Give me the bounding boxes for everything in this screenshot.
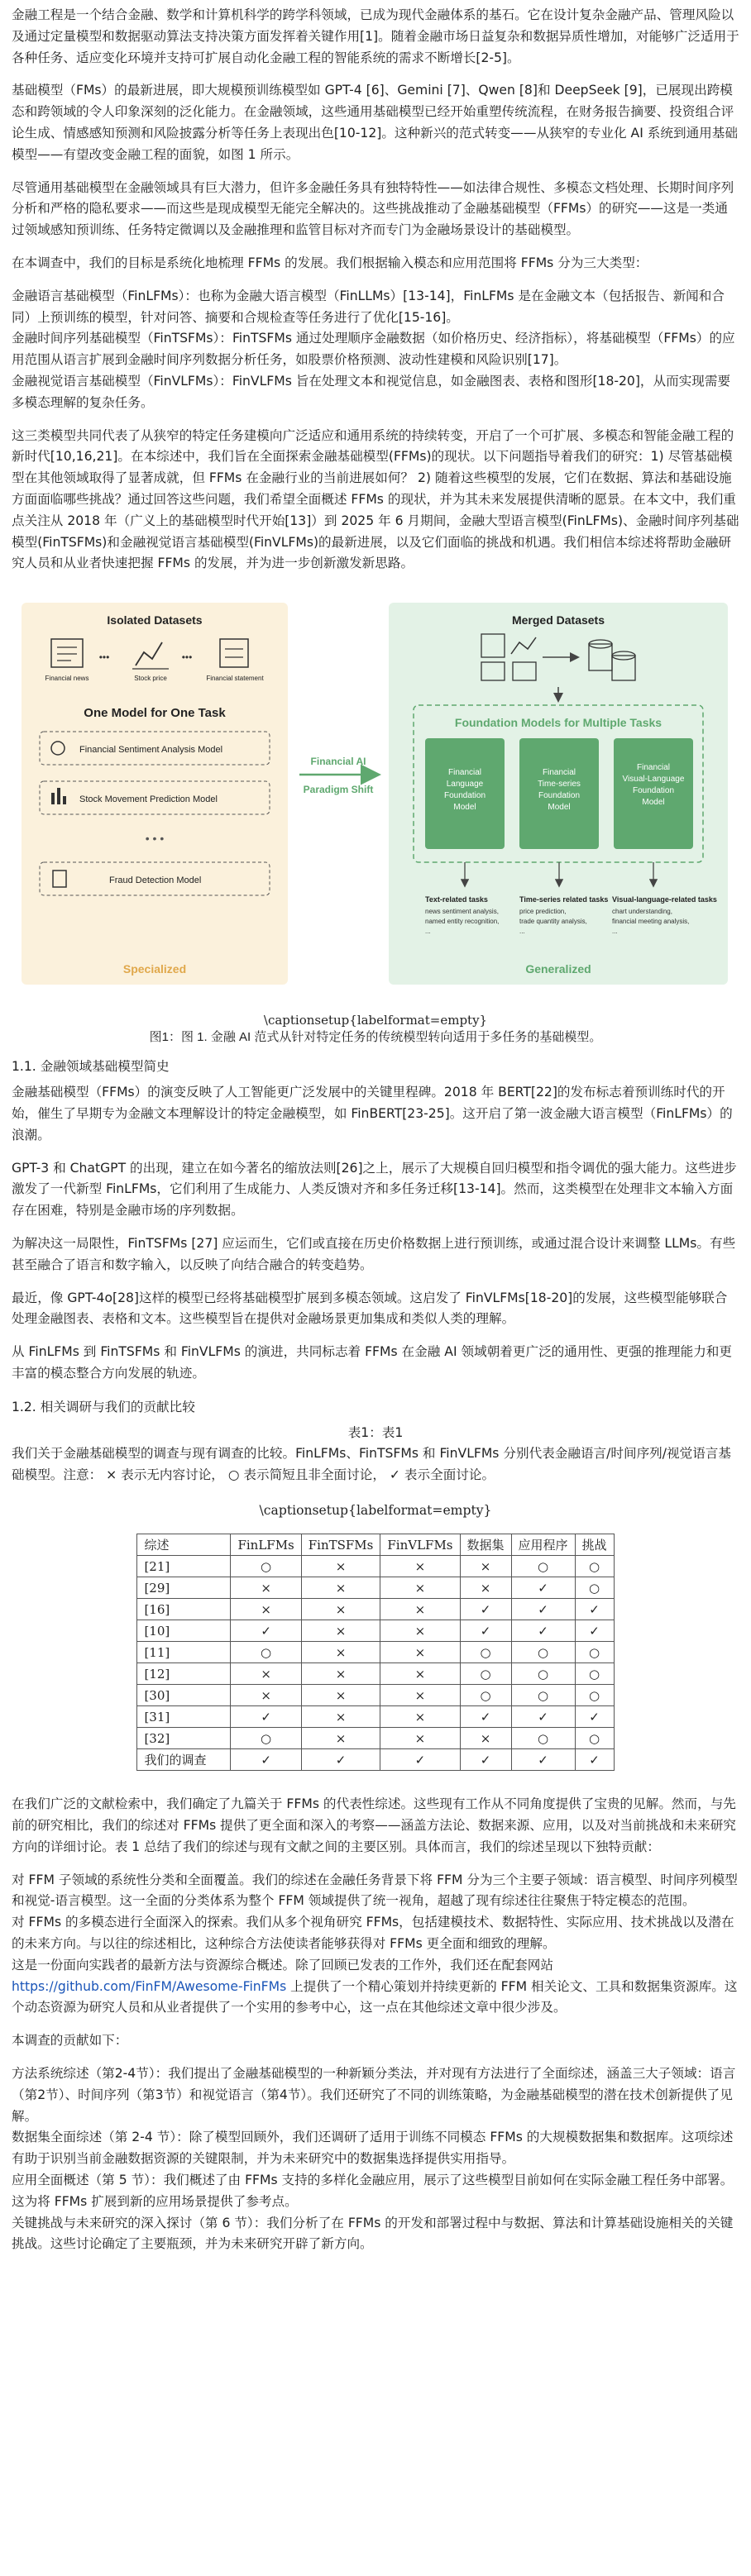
- svg-text:chart understanding,: chart understanding,: [612, 908, 672, 916]
- contribution-list-item: 数据集全面综述（第 2-4 节）：除了模型回顾外，我们还调研了适用于训练不同模态 FFMs 的大规模数据集和数据库。这项综述有助于识别当前金融数据资源的关键限制，并为未来研究中的数据集选择提供实用指导。: [12, 2130, 734, 2167]
- table-cell-mark: ○: [511, 1728, 575, 1749]
- captionsetup-text: \captionsetup{labelformat=empty}: [263, 1013, 488, 1028]
- left-item-label: Financial news: [45, 675, 89, 683]
- table-header-row: [137, 1534, 614, 1556]
- resource-text: 这是一份面向实践者的最新方法与资源综合概述。除了回顾已发表的工作外，我们还在配套网站: [12, 1957, 553, 1973]
- section-heading: 1.1. 金融领域基础模型简史: [12, 1059, 170, 1075]
- table-row: [137, 1685, 614, 1706]
- svg-text:• • •: • • •: [145, 832, 165, 846]
- contribution-list-item: 方法系统综述（第2-4节）：我们提出了金融基础模型的一种新颖分类法，并对现有方法进行了全面综述，涵盖三大子领域：语言（第2节）、时间序列（第3节）和视觉语言（第4节）。我们还研究了不同的训练策略，为金融基础模型的潜在技术创新提供了见解。: [12, 2066, 736, 2124]
- table-cell-mark: ×: [380, 1620, 460, 1642]
- table-cell-mark: ✓: [231, 1749, 301, 1771]
- history-paragraph: 从 FinLFMs 到 FinTSFMs 和 FinVLFMs 的演进，共同标志着 FFMs 在金融 AI 领域朝着更广泛的通用性、更强的推理能力和更丰富的模态整合方向发展的轨迹。: [12, 1344, 732, 1381]
- table-cell-mark: ×: [301, 1685, 380, 1706]
- table-cell-mark: ×: [380, 1556, 460, 1577]
- table-cell-mark: ✓: [460, 1599, 511, 1620]
- table-cell-survey: [21]: [137, 1556, 231, 1577]
- table-cell-mark: ×: [380, 1642, 460, 1663]
- svg-text:Visual-Language: Visual-Language: [622, 775, 685, 785]
- task-title: Time-series related tasks: [519, 895, 609, 904]
- generalized-label: Generalized: [525, 962, 591, 976]
- table-cell-mark: ×: [231, 1685, 301, 1706]
- svg-text:Foundation: Foundation: [538, 791, 581, 801]
- table-header: FinLFMs: [231, 1534, 301, 1556]
- table-row: [137, 1642, 614, 1663]
- table-cell-survey: [11]: [137, 1642, 231, 1663]
- table-cell-mark: ✓: [511, 1577, 575, 1599]
- table-cell-mark: ×: [301, 1642, 380, 1663]
- table-cell-mark: ×: [380, 1663, 460, 1685]
- table-cell-mark: ○: [511, 1556, 575, 1577]
- contribution-list-item: 关键挑战与未来研究的深入探讨（第 6 节）：我们分析了在 FFMs 的开发和部署过程中与数据、算法和计算基础设施相关的关键挑战。这些讨论确定了主要瓶颈，并为未来研究开辟了新方向。: [12, 2215, 734, 2252]
- contribution-heading: 本调查的贡献如下：: [12, 2033, 128, 2049]
- table-cell-mark: ✓: [460, 1706, 511, 1728]
- svg-text:Language: Language: [446, 780, 484, 789]
- table-cell-mark: ×: [460, 1577, 511, 1599]
- type-item: 金融时间序列基础模型（FinTSFMs）：FinTSFMs 通过处理顺序金融数据（如价格历史、经济指标），将基础模型（FFMs）的应用范围从语言扩展到金融时间序列数据分析任务，如股票价格预测、波动性建模和风险识别[17]。: [12, 331, 735, 368]
- svg-text:financial meeting analysis,: financial meeting analysis,: [612, 918, 690, 926]
- contribution-list-item: 应用全面概述（第 5 节）：我们概述了由 FFMs 支持的多样化金融应用，展示了这些模型目前如何在实际金融工程任务中部署。这为将 FFMs 扩展到新的应用场景提供了参考点。: [12, 2173, 734, 2209]
- captionsetup-text: \captionsetup{labelformat=empty}: [259, 1502, 492, 1518]
- intro-paragraph: 基础模型（FMs）的最新进展，即大规模预训练模型如 GPT-4 [6]、Gemini [7]、Qwen [8]和 DeepSeek [9]，已展现出跨模态和跨领域的令人印象深刻的泛化能力。在金融领域，这些通用基础模型已经开始重塑传统流程，在财务报告摘要、投资组合评论生成、情感感知预测和风险披露分析等任务上表现出色[10-12]。这种新兴的范式转变——从狭窄的专业化 AI 系统到通用基础模型——有望改变金融工程的面貌，如图 1 所示。: [12, 83, 738, 162]
- table-cell-survey: [32]: [137, 1728, 231, 1749]
- table-cell-mark: ✓: [231, 1706, 301, 1728]
- table-cell-mark: ○: [231, 1728, 301, 1749]
- table-cell-mark: ×: [301, 1663, 380, 1685]
- svg-text:...: ...: [425, 928, 431, 936]
- table-cell-mark: ×: [380, 1728, 460, 1749]
- table-caption: 表1：表1: [347, 1424, 404, 1440]
- isolated-datasets-title: Isolated Datasets: [107, 613, 203, 627]
- svg-text:Financial: Financial: [636, 763, 671, 773]
- history-paragraph: 金融基础模型（FFMs）的演变反映了人工智能更广泛发展中的关键里程碑。2018 年 BERT[22]的发布标志着预训练时代的开始，催生了早期专为金融文本理解设计的特定金融模型，如 FinBERT[23-25]。这开启了第一波金融大语言模型（FinLFMs）的浪潮。: [12, 1085, 733, 1143]
- table-header: FinTSFMs: [301, 1534, 380, 1556]
- table-description: 我们关于金融基础模型的调查与现有调查的比较。FinLFMs、FinTSFMs 和 FinVLFMs 分别代表金融语言/时间序列/视觉语言基础模型。注意： × 表示无内容讨论， ○ 表示简短且非全面讨论， ✓ 表示全面讨论。: [12, 1446, 731, 1483]
- table-row: [137, 1728, 614, 1749]
- table-cell-mark: ○: [511, 1685, 575, 1706]
- type-item: 金融视觉语言基础模型（FinVLFMs）：FinVLFMs 旨在处理文本和视觉信息，如金融图表、表格和图形[18-20]，从而实现需要多模态理解的复杂任务。: [12, 373, 731, 410]
- table-cell-survey: [30]: [137, 1685, 231, 1706]
- table-header: 数据集: [460, 1534, 511, 1556]
- table-cell-mark: ✓: [575, 1749, 614, 1771]
- svg-text:Financial: Financial: [447, 768, 482, 778]
- table-cell-mark: ○: [460, 1685, 511, 1706]
- table-row: [137, 1706, 614, 1728]
- table-cell-survey: [10]: [137, 1620, 231, 1642]
- table-cell-mark: ×: [301, 1728, 380, 1749]
- table-cell-mark: ✓: [301, 1749, 380, 1771]
- comparison-table: [136, 1534, 614, 1771]
- table-cell-mark: ✓: [575, 1599, 614, 1620]
- table-row: [137, 1577, 614, 1599]
- contribution-item: [12, 1955, 739, 2019]
- table-cell-mark: ✓: [575, 1620, 614, 1642]
- figure-1: [12, 584, 739, 1044]
- table-cell-mark: ×: [380, 1685, 460, 1706]
- merged-datasets-title: Merged Datasets: [511, 613, 605, 627]
- table-row: [137, 1620, 614, 1642]
- table-cell-mark: ✓: [460, 1749, 511, 1771]
- shift-label-1: Financial AI: [310, 756, 366, 768]
- github-link[interactable]: https://github.com/FinFM/Awesome-FinFMs: [12, 1978, 287, 1994]
- table-cell-survey: [12]: [137, 1663, 231, 1685]
- history-paragraph: 最近，像 GPT-4o[28]这样的模型已经将基础模型扩展到多模态领域。这启发了 FinVLFMs[18-20]的发展，这些模型能够联合处理金融图表、表格和文本。这些模型旨在提供对金融场景更加集成和类似人类的理解。: [12, 1290, 728, 1327]
- table-cell-mark: ×: [380, 1599, 460, 1620]
- table-cell-mark: ×: [301, 1556, 380, 1577]
- table-cell-mark: ×: [460, 1728, 511, 1749]
- table-row: [137, 1556, 614, 1577]
- model-label: Stock Movement Prediction Model: [79, 794, 218, 805]
- shift-label-2: Paradigm Shift: [303, 784, 374, 796]
- left-item-label: Stock price: [134, 675, 167, 683]
- history-paragraph: 为解决这一局限性，FinTSFMs [27] 应运而生，它们或直接在历史价格数据上进行预训练，或通过混合设计来调整 LLMs。有些甚至融合了语言和数字输入，以反映了向结合融合的转变趋势。: [12, 1235, 736, 1272]
- table-cell-mark: ×: [231, 1663, 301, 1685]
- table-cell-mark: ×: [301, 1599, 380, 1620]
- table-cell-mark: ✓: [231, 1620, 301, 1642]
- table-cell-mark: ○: [575, 1556, 614, 1577]
- table-header: FinVLFMs: [380, 1534, 460, 1556]
- table-cell-mark: ✓: [380, 1749, 460, 1771]
- svg-text:Model: Model: [642, 798, 665, 808]
- table-cell-mark: ○: [460, 1663, 511, 1685]
- task-title: Text-related tasks: [425, 895, 488, 904]
- svg-text:Model: Model: [453, 803, 476, 813]
- table-cell-mark: ×: [301, 1577, 380, 1599]
- intro-paragraph: 尽管通用基础模型在金融领域具有巨大潜力，但许多金融任务具有独特特性——如法律合规性、多模态文档处理、长期时间序列分析和严格的隐私要求——而这些是现成模型无能完全解决的。这些挑战推动了金融基础模型（FFMs）的研究——这是一类通过领域感知预训练、任务特定微调以及金融推理和监管目标对齐而专门为金融场景设计的基础模型。: [12, 179, 734, 238]
- contribution-item: 对 FFMs 的多模态进行全面深入的探索。我们从多个视角研究 FFMs，包括建模技术、数据特性、实际应用、技术挑战以及潜在的未来方向。与以往的综述相比，这种综合方法使读者能够获得对 FFMs 更全面和细致的理解。: [12, 1915, 734, 1952]
- document-page: [12, 5, 739, 2255]
- table-cell-mark: ○: [575, 1728, 614, 1749]
- figure-caption: 图1：图 1. 金融 AI 范式从针对特定任务的传统模型转向适用于多任务的基础模型。: [149, 1030, 602, 1045]
- table-cell-mark: ○: [511, 1663, 575, 1685]
- table-header: 挑战: [575, 1534, 614, 1556]
- table-cell-mark: ×: [301, 1620, 380, 1642]
- table-cell-mark: ×: [301, 1706, 380, 1728]
- table-cell-mark: ○: [511, 1642, 575, 1663]
- svg-text:Foundation: Foundation: [443, 791, 486, 801]
- table-cell-mark: ×: [231, 1599, 301, 1620]
- table-cell-mark: ○: [575, 1642, 614, 1663]
- table-cell-mark: ×: [460, 1556, 511, 1577]
- task-title: Visual-language-related tasks: [612, 895, 717, 904]
- survey-paragraph: 在我们广泛的文献检索中，我们确定了九篇关于 FFMs 的代表性综述。这些现有工作从不同角度提供了宝贵的见解。然而，与先前的研究相比，我们的综述对 FFMs 提供了更全面和深入的考察——涵盖方法论、数据来源、应用，以及对当前挑战和未来研究方向的详细讨论。表 1 总结了我们的综述与现有文献之间的主要区别。具体而言，我们的综述呈现以下独特贡献：: [12, 1796, 736, 1854]
- survey-scope-paragraph: 这三类模型共同代表了从狭窄的特定任务建模向广泛适应和通用系统的持续转变，开启了一个可扩展、多模态和智能金融工程的新时代[10,16,21]。在本综述中，我们旨在全面探索金融基础模型(FFMs)的现状。以下问题指导着我们的研究：1) 尽管基础模型在其他领域取得了显著成就，但 FFMs 在金融行业的当前进展如何？ 2) 随着这些模型的发展，它们在数据、算法和基础设施方面面临哪些挑战？通过回答这些问题，我们希望全面概述 FFMs 的现状，并为其未来发展提供清晰的愿景。在本文中，我们重点关注从 2018 年（广义上的基础模型时代开始[13]）到 2025 年 6 月期间，金融大型语言模型(FinLFMs)、金融时间序列基础模型(FinTSFMs)和金融视觉语言基础模型(FinVLFMs)的最新进展，以及它们面临的挑战和机遇。我们相信本综述将帮助金融研究人员和从业者快速把握 FFMs 的发展，并为进一步创新激发新思路。: [12, 427, 739, 571]
- table-cell-mark: ○: [575, 1577, 614, 1599]
- svg-text:Model: Model: [548, 803, 571, 813]
- table-row: [137, 1599, 614, 1620]
- table-cell-mark: ✓: [511, 1706, 575, 1728]
- svg-text:...: ...: [519, 928, 525, 936]
- model-label: Fraud Detection Model: [109, 875, 202, 886]
- paradigm-shift-diagram: [12, 584, 739, 1044]
- table-cell-mark: ×: [231, 1577, 301, 1599]
- intro-paragraph: 在本调查中，我们的目标是系统化地梳理 FFMs 的发展。我们根据输入模态和应用范围将 FFMs 分为三大类型：: [12, 255, 648, 270]
- table-row: [137, 1749, 614, 1771]
- table-cell-survey: [29]: [137, 1577, 231, 1599]
- table-row: [137, 1663, 614, 1685]
- contribution-item: 对 FFM 子领域的系统性分类和全面覆盖。我们的综述在金融任务背景下将 FFM 分为三个主要子领域：语言模型、时间序列模型和视觉-语言模型。这一全面的分类体系为整个 FFM 领域提供了统一视角，超越了现有综述往往聚焦于特定模态的范围。: [12, 1872, 738, 1909]
- svg-text:named entity recognition,: named entity recognition,: [425, 918, 500, 926]
- table-cell-survey: [31]: [137, 1706, 231, 1728]
- table-cell-mark: ✓: [511, 1620, 575, 1642]
- svg-text:price prediction,: price prediction,: [519, 908, 567, 916]
- table-cell-mark: ○: [231, 1556, 301, 1577]
- table-cell-survey: [16]: [137, 1599, 231, 1620]
- table-cell-mark: ✓: [511, 1749, 575, 1771]
- svg-text:•••: •••: [181, 651, 193, 664]
- table-cell-mark: ✓: [575, 1706, 614, 1728]
- section-heading: 1.2. 相关调研与我们的贡献比较: [12, 1399, 195, 1414]
- table-header: 综述: [137, 1534, 231, 1556]
- svg-text:news sentiment analysis,: news sentiment analysis,: [425, 908, 499, 916]
- svg-text:Foundation: Foundation: [632, 786, 675, 796]
- history-paragraph: GPT-3 和 ChatGPT 的出现，建立在如今著名的缩放法则[26]之上，展示了大规模自回归模型和指令调优的强大能力。这些进步激发了一代新型 FinLFMs，它们利用了生成能力、人类反馈对齐和多任务迁移[13-14]。然而，这类模型在处理非文本输入方面存在困难，特别是金融市场的序列数据。: [12, 1160, 737, 1219]
- table-cell-mark: ○: [575, 1663, 614, 1685]
- intro-paragraph: 金融工程是一个结合金融、数学和计算机科学的跨学科领域，已成为现代金融体系的基石。它在设计复杂金融产品、管理风险以及通过定量模型和数据驱动算法支持决策方面发挥着关键作用[1]。随着金融市场日益复杂和数据异质性增加，对能够广泛适用于各种任务、适应变化环境并支持可扩展自动化金融工程的智能系统的需求不断增长[2-5]。: [12, 7, 739, 65]
- table-cell-survey: 我们的调查: [137, 1749, 231, 1771]
- one-model-subtitle: One Model for One Task: [84, 706, 226, 721]
- table-cell-mark: ✓: [511, 1599, 575, 1620]
- fm-subtitle: Foundation Models for Multiple Tasks: [454, 716, 663, 730]
- table-cell-mark: ○: [231, 1642, 301, 1663]
- table-header: 应用程序: [511, 1534, 575, 1556]
- model-label: Financial Sentiment Analysis Model: [79, 745, 223, 756]
- table-cell-mark: ○: [460, 1642, 511, 1663]
- type-item: 金融语言基础模型（FinLFMs）：也称为金融大语言模型（FinLLMs）[13-14]，FinLFMs 是在金融文本（包括报告、新闻和合同）上预训练的模型，针对问答、摘要和合规检查等任务进行了优化[15-16]。: [12, 288, 725, 325]
- svg-text:Financial: Financial: [542, 768, 576, 778]
- svg-text:...: ...: [612, 928, 618, 936]
- left-item-label: Financial statement: [206, 675, 264, 683]
- svg-text:Time-series: Time-series: [538, 780, 581, 789]
- table-cell-mark: ×: [380, 1706, 460, 1728]
- resource-text-after: 上提供了一个精心策划并持续更新的 FFM 相关论文、工具和数据集资源库。这个动态资源为研究人员和从业者提供了一个实用的参考中心，这一点在其他综述文章中很少涉及。: [12, 1978, 738, 2015]
- table-cell-mark: ×: [380, 1577, 460, 1599]
- specialized-label: Specialized: [122, 962, 187, 976]
- svg-text:trade quantity analysis,: trade quantity analysis,: [519, 918, 587, 926]
- svg-text:•••: •••: [98, 651, 110, 664]
- table-cell-mark: ○: [575, 1685, 614, 1706]
- table-cell-mark: ✓: [460, 1620, 511, 1642]
